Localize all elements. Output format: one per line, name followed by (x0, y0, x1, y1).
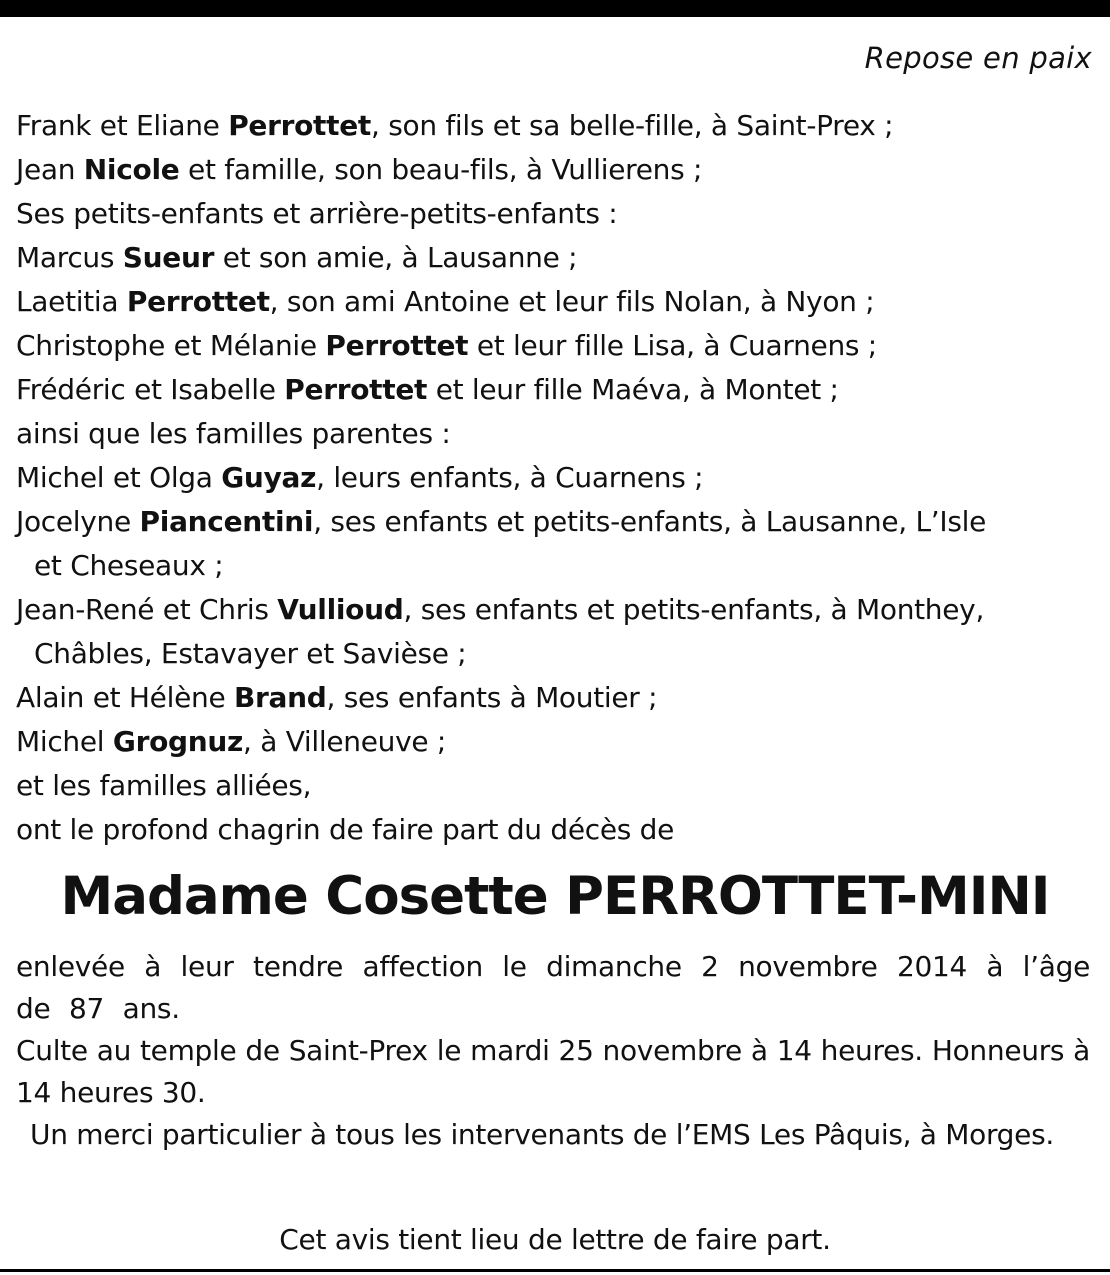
family-line (16, 368, 1096, 412)
family-surname: Piancentini (139, 505, 314, 538)
family-line-rest: et famille, son beau-fils, à Vullierens ; (179, 153, 703, 186)
family-line (16, 588, 1096, 632)
family-line-rest: , son fils et sa belle-fille, à Saint-Prex ; (371, 109, 894, 142)
top-border-rule (0, 0, 1110, 17)
family-surname: Perrottet (284, 373, 428, 406)
closing-note: Cet avis tient lieu de lettre de faire part. (279, 1223, 831, 1256)
family-line-rest: , son ami Antoine et leur fils Nolan, à Nyon ; (269, 285, 875, 318)
family-line (16, 192, 1096, 236)
family-surname: Nicole (83, 153, 180, 186)
family-line-lead: Frank et Eliane (16, 109, 229, 142)
family-line-rest: et leur fille Lisa, à Cuarnens ; (468, 329, 877, 362)
family-list (16, 104, 1096, 852)
family-line (16, 324, 1096, 368)
family-surname: Grognuz (112, 725, 244, 758)
family-line-lead: Michel et Olga (16, 461, 222, 494)
family-line (16, 720, 1096, 764)
family-line-rest: , ses enfants à Moutier ; (326, 681, 658, 714)
family-line (16, 808, 1096, 852)
family-line-rest: , ses enfants et petits-enfants, à Monthey, (403, 593, 985, 626)
family-line-lead: Christophe et Mélanie (16, 329, 326, 362)
family-line-lead: et les familles alliées, (16, 769, 312, 802)
family-line-lead: Jocelyne (16, 505, 140, 538)
family-line-lead: Frédéric et Isabelle (16, 373, 285, 406)
bottom-border-rule (0, 1269, 1110, 1272)
family-line (16, 764, 1096, 808)
epigraph: Repose en paix (864, 41, 1092, 75)
family-surname: Vullioud (277, 593, 404, 626)
family-line-lead: Jean-René et Chris (16, 593, 278, 626)
family-line-lead: Châbles, Estavayer et Savièse ; (34, 637, 467, 670)
family-line-continuation (16, 632, 1096, 676)
family-line-lead: ont le profond chagrin de faire part du décès de (16, 813, 675, 846)
thanks-paragraph: Un merci particulier à tous les intervenants de l’EMS Les Pâquis, à Morges. (30, 1118, 1054, 1151)
family-line (16, 104, 1096, 148)
family-line-lead: Laetitia (16, 285, 127, 318)
family-line (16, 236, 1096, 280)
family-line (16, 500, 1096, 544)
family-line (16, 148, 1096, 192)
deceased-name: Madame Cosette PERROTTET-MINI (60, 866, 1050, 927)
family-line-lead: Alain et Hélène (16, 681, 234, 714)
family-line-lead: Marcus (16, 241, 123, 274)
family-line-continuation (16, 544, 1096, 588)
family-line-lead: Jean (16, 153, 84, 186)
family-surname: Sueur (122, 241, 215, 274)
family-surname: Perrottet (325, 329, 469, 362)
family-line-lead: Ses petits-enfants et arrière-petits-enfants : (16, 197, 618, 230)
family-line (16, 456, 1096, 500)
family-surname: Perrottet (126, 285, 270, 318)
family-line-lead: Michel (16, 725, 113, 758)
notice-details (16, 946, 1090, 1156)
family-line-lead: ainsi que les familles parentes : (16, 417, 451, 450)
family-surname: Brand (233, 681, 327, 714)
service-paragraph: Culte au temple de Saint-Prex le mardi 25 novembre à 14 heures. Honneurs à 14 heures 30. (16, 1034, 1090, 1109)
family-line (16, 676, 1096, 720)
family-surname: Perrottet (228, 109, 371, 142)
family-line-rest: , ses enfants et petits-enfants, à Lausanne, L’Isle (313, 505, 987, 538)
family-line (16, 280, 1096, 324)
death-paragraph: enlevée à leur tendre affection le dimanche 2 novembre 2014 à l’âge de 87 ans. (16, 950, 1090, 1025)
family-line-rest: , leurs enfants, à Cuarnens ; (316, 461, 704, 494)
family-line-lead: et Cheseaux ; (34, 549, 224, 582)
family-line-rest: et son amie, à Lausanne ; (214, 241, 578, 274)
family-surname: Guyaz (221, 461, 317, 494)
family-line-rest: , à Villeneuve ; (243, 725, 447, 758)
family-line-rest: et leur fille Maéva, à Montet ; (427, 373, 839, 406)
family-line (16, 412, 1096, 456)
